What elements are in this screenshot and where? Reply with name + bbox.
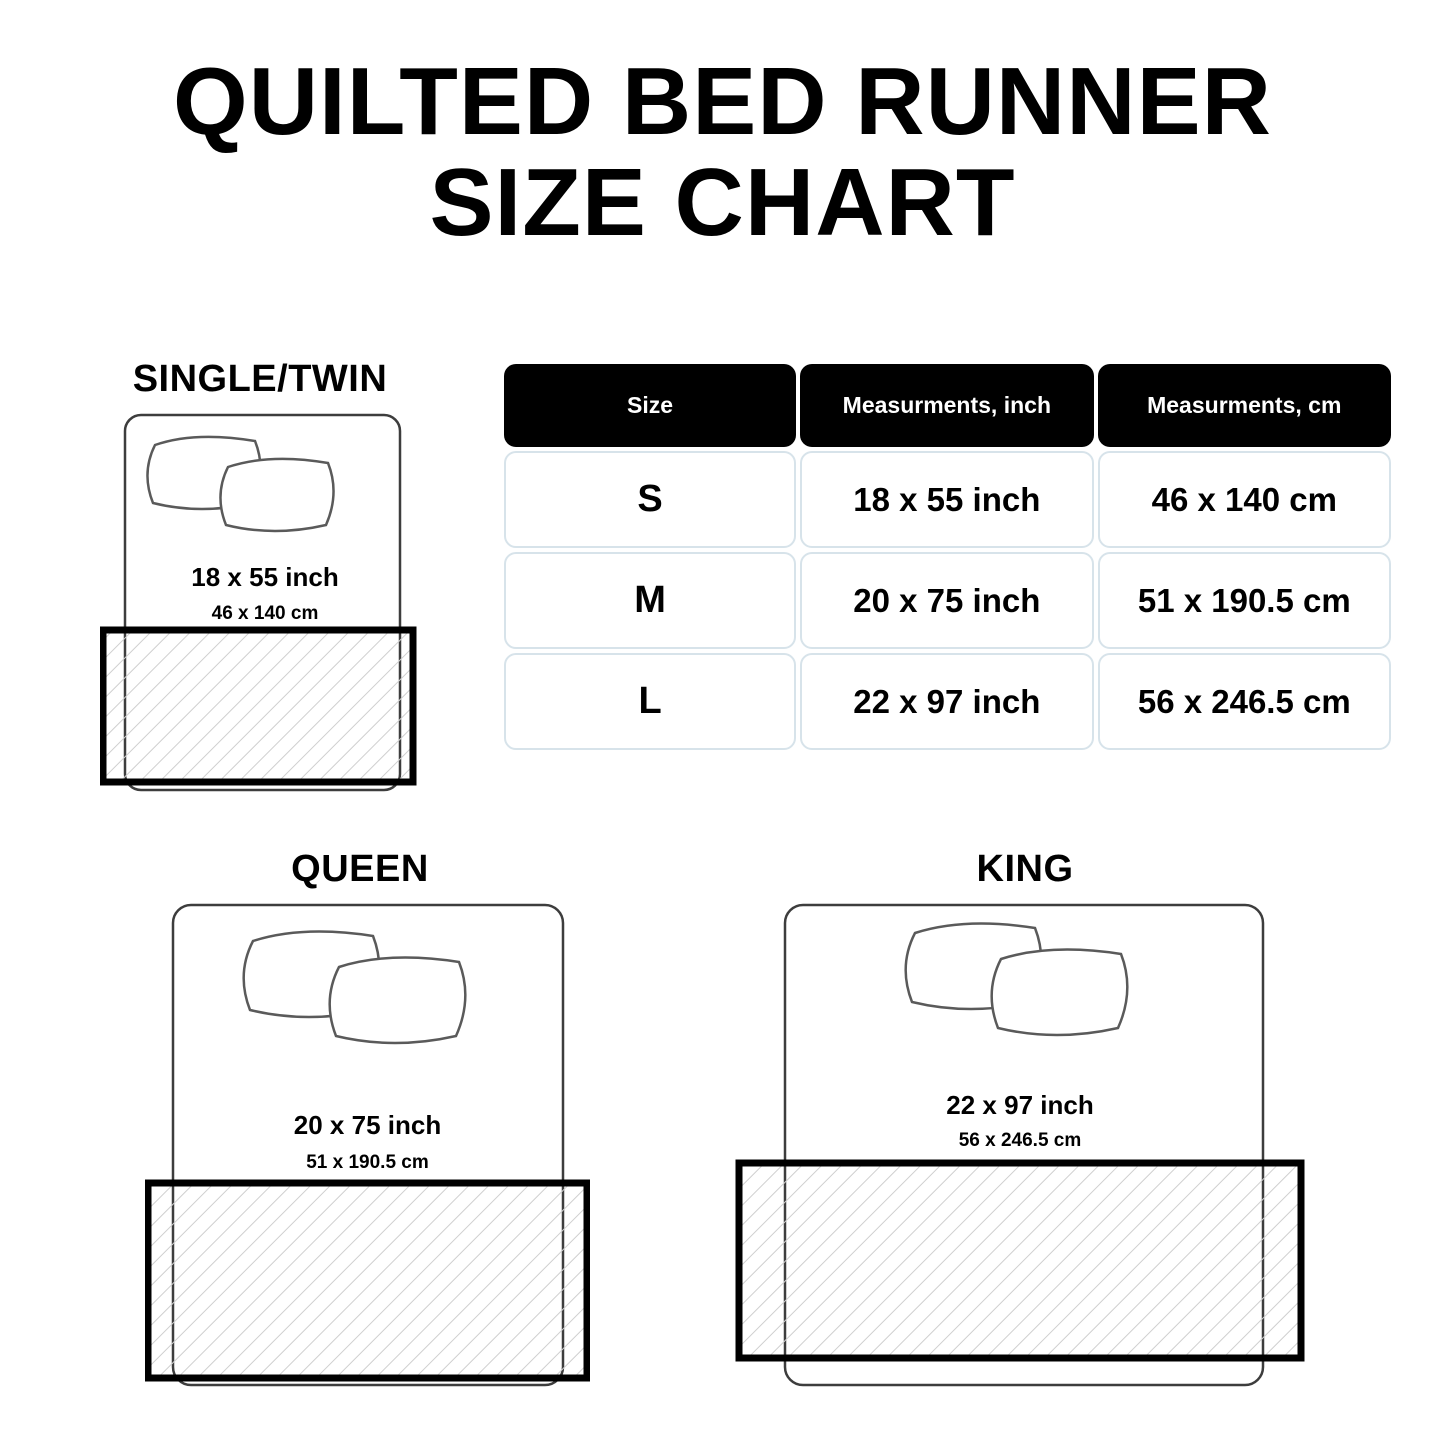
dimension-inch-single-twin: 18 x 55 inch	[191, 562, 339, 592]
dimension-cm-single-twin: 46 x 140 cm	[211, 603, 319, 624]
bed-diagram-svg	[145, 895, 590, 1405]
dimension-cm-king: 56 x 246.5 cm	[958, 1130, 1082, 1151]
page-title	[0, 48, 1445, 256]
table-header-row	[504, 364, 1391, 447]
size-chart-table	[500, 360, 1395, 754]
cell-cm-m: 51 x 190.5 cm	[1098, 552, 1391, 649]
bed-label-queen: QUEEN	[291, 848, 429, 890]
page-title-line-1: QUILTED BED RUNNER	[173, 48, 1272, 155]
bed-runner-shape	[739, 1163, 1301, 1358]
cell-cm-l: 56 x 246.5 cm	[1098, 653, 1391, 750]
bed-runner-shape	[148, 1183, 587, 1378]
table-header-inch: Measurments, inch	[800, 364, 1093, 447]
pillow-front-icon	[992, 950, 1128, 1035]
dimension-inch-queen: 20 x 75 inch	[293, 1110, 442, 1140]
cell-cm-s: 46 x 140 cm	[1098, 451, 1391, 548]
cell-inch-l: 22 x 97 inch	[800, 653, 1093, 750]
table-row	[504, 653, 1391, 750]
cell-size-l: L	[504, 653, 796, 750]
pillow-front-icon	[220, 459, 333, 531]
dimension-cm-queen: 51 x 190.5 cm	[306, 1152, 429, 1173]
table-header-cm: Measurments, cm	[1098, 364, 1391, 447]
table-header-size: Size	[504, 364, 796, 447]
cell-inch-m: 20 x 75 inch	[800, 552, 1093, 649]
cell-inch-s: 18 x 55 inch	[800, 451, 1093, 548]
cell-size-m: M	[504, 552, 796, 649]
bed-label-single-twin: SINGLE/TWIN	[132, 358, 388, 400]
bed-illustration-queen	[145, 895, 590, 1405]
pillow-front-icon	[330, 958, 466, 1043]
table-row	[504, 451, 1391, 548]
bed-label-king: KING	[976, 848, 1074, 890]
dimension-inch-king: 22 x 97 inch	[946, 1090, 1094, 1120]
bed-runner-shape	[103, 630, 413, 782]
table-row	[504, 552, 1391, 649]
page-title-line-2: SIZE CHART	[429, 148, 1016, 256]
cell-size-s: S	[504, 451, 796, 548]
